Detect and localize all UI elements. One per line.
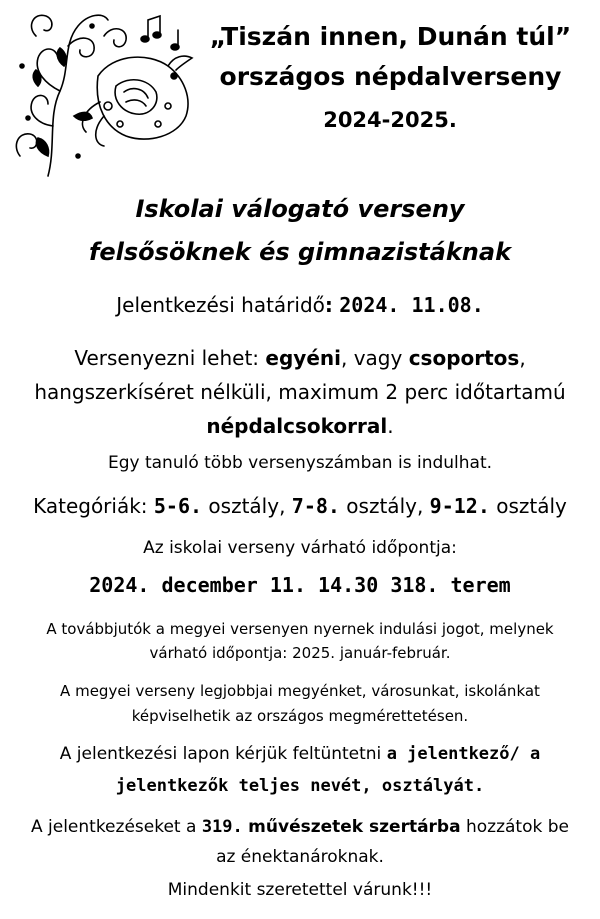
- form-bold-2: jelentkezők teljes nevét, osztályát.: [115, 776, 485, 796]
- compete-prefix: Versenyezni lehet:: [74, 346, 266, 370]
- category-9-12: 9-12.: [429, 494, 490, 518]
- submit-line-2: az énektanároknak.: [216, 847, 384, 867]
- compete-suffix: ,: [519, 346, 526, 370]
- bird-ornament-icon: [8, 6, 198, 181]
- compete-group: csoportos: [408, 346, 520, 370]
- category-9-12-suffix: osztály: [489, 494, 567, 518]
- submit-prefix: A jelentkezéseket a: [30, 817, 202, 837]
- categories-line: [0, 494, 600, 518]
- category-5-6: 5-6.: [153, 494, 203, 518]
- event-line: [0, 573, 600, 597]
- compete-period: .: [387, 414, 394, 438]
- submit-line-1: [0, 812, 600, 842]
- submit-place: művészetek szertárba: [248, 817, 461, 837]
- compete-individual: egyéni: [265, 346, 341, 370]
- compete-line-3: [0, 409, 600, 443]
- county-line-2: várható időpontja: 2025. január-február.: [149, 644, 451, 662]
- deadline-colon: :: [324, 293, 333, 317]
- county-paragraph: [0, 617, 600, 665]
- event-date: 2024. december 11.: [89, 573, 306, 597]
- title-year: 2024-2025.: [323, 108, 457, 132]
- compete-paragraph: [0, 341, 600, 443]
- category-7-8-suffix: osztály,: [339, 494, 430, 518]
- deadline-date: 2024. 11.08.: [339, 293, 484, 317]
- form-line-1: [0, 738, 600, 770]
- county-line-1: A továbbjutók a megyei versenyen nyernek indulási jogot, melynek: [46, 620, 554, 638]
- subtitle-line-2: felsősöknek és gimnazistáknak: [88, 238, 512, 266]
- compete-line-1: [0, 341, 600, 375]
- multi-entry-text: Egy tanuló több versenyszámban is indulhat.: [107, 453, 493, 473]
- event-room: 318. terem: [390, 573, 511, 597]
- compete-medley: népdalcsokorral: [206, 414, 388, 438]
- submit-paragraph: [0, 812, 600, 872]
- expected-date-label: Az iskolai verseny várható időpontja:: [143, 538, 457, 558]
- form-bold-1: a jelentkező/ a: [386, 744, 541, 764]
- national-paragraph: [0, 679, 600, 729]
- title-line-2: országos népdalverseny: [219, 62, 562, 91]
- categories-label: Kategóriák:: [33, 494, 154, 518]
- compete-middle: , vagy: [340, 346, 409, 370]
- category-7-8: 7-8.: [291, 494, 340, 518]
- category-5-6-suffix: osztály,: [202, 494, 292, 518]
- event-time: 14.30: [318, 573, 379, 597]
- submit-suffix: hozzátok be: [460, 817, 569, 837]
- compete-line-2: hangszerkíséret nélküli, maximum 2 perc időtartamú: [34, 380, 566, 404]
- national-line-2: képviselhetik az országos megmérettetésen.: [131, 707, 469, 725]
- closing-text: Mindenkit szeretettel várunk!!!: [167, 880, 433, 900]
- form-paragraph: [0, 738, 600, 802]
- national-line-1: A megyei verseny legjobbjai megyénket, városunkat, iskolánkat: [60, 682, 540, 700]
- deadline-label: Jelentkezési határidő: [116, 293, 325, 317]
- deadline-line: [0, 293, 600, 317]
- form-prefix: A jelentkezési lapon kérjük feltüntetni: [59, 744, 387, 764]
- submit-room: 319.: [201, 817, 243, 837]
- subtitle-line-1: Iskolai válogató verseny: [135, 195, 465, 223]
- title-line-1: „Tiszán innen, Dunán túl”: [209, 22, 572, 51]
